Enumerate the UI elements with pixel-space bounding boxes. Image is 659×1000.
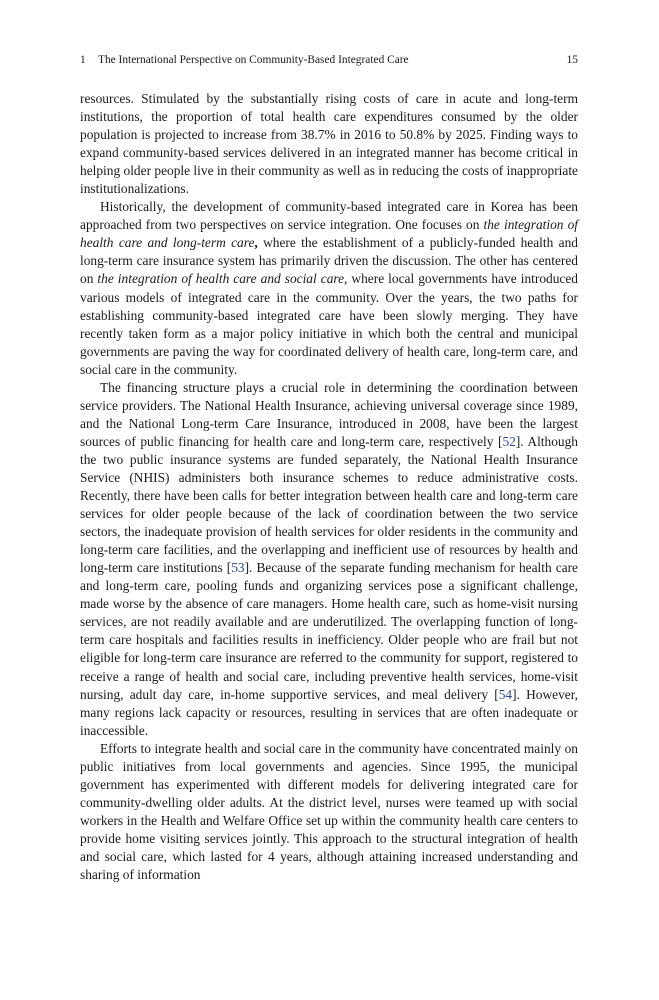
paragraph [80, 198, 578, 378]
text-segment: The financing structure plays a crucial role in determining the coordination between service providers. The National Health Insurance, achieving universal coverage since 1989, and the National Long-term Care Insurance, introduced in 2008, have been the largest sources of public financing for health care and long-term care, respectively [ [80, 379, 578, 449]
text-segment: Efforts to integrate health and social care in the community have concentrated mainly on public initiatives from local governments and agencies. Since 1995, the municipal government has experimented with different models for delivering integrated care for community-dwelling older adults. At the district level, nurses were teamed up with social workers in the Health and Welfare Office set up within the community health care centers to provide home visiting services jointly. This approach to the structural integration of health and social care, which lasted for 4 years, although attaining increased understanding and sharing of information [80, 740, 578, 883]
text-segment: ]. However, many regions lack capacity or resources, resulting in services that are often inadequate or inaccessible. [80, 686, 579, 738]
text-segment: Historically, the development of community-based integrated care in Korea has been approached from two perspectives on service integration. One focuses on [80, 199, 578, 233]
emphasis-text: the integration of health care and long-term care [80, 217, 578, 251]
book-page [80, 0, 578, 1000]
paragraph [80, 379, 578, 740]
bold-comma: , [254, 235, 258, 251]
text-segment: ]. Although the two public insurance systems are funded separately, the National Health Insurance Service (NHIS) administers both insurance schemes to reduce administrative costs. Recently, there have been calls for better integration between health care and long-term care services for older people because of the lack of coordination between the two service sectors, the inadequate provision of health services for older residents in the community and long-term care facilities, and the overlapping and inefficient use of resources by health and long-term care institutions [ [80, 433, 578, 576]
text-segment: resources. Stimulated by the substantially rising costs of care in acute and long-term institutions, the proportion of total health care expenditures consumed by the older population is projected to increase from 38.7% in 2016 to 50.8% by 2025. Finding ways to expand community-based services delivered in an integrated manner has become critical in helping older people live in their community as well as in reducing the costs of inappropriate institutionalizations. [80, 91, 578, 197]
citation-link[interactable]: 52 [502, 433, 516, 449]
page-number: 15 [566, 54, 578, 66]
emphasis-text: the integration of health care and social care [97, 271, 345, 287]
paragraph [80, 740, 578, 884]
citation-link[interactable]: 53 [231, 560, 245, 576]
chapter-number: 1 [80, 54, 86, 66]
text-segment: where the establishment of a publicly-funded health and long-term care insurance system has primarily driven the discussion. The other has centered on [80, 235, 578, 287]
running-header [80, 52, 578, 68]
text-segment: , where local governments have introduced various models of integrated care in the community. Over the years, the two paths for establishing community-based integrated care have been slowly merging. They have recently taken form as a major policy initiative in which both the central and municipal governments are paving the way for coordinated delivery of health care, long-term care, and social care in the community. [80, 271, 578, 377]
body-text [80, 90, 578, 884]
citation-link[interactable]: 54 [498, 686, 513, 702]
chapter-title: The International Perspective on Community-Based Integrated Care [98, 54, 409, 66]
text-segment: ]. Because of the separate funding mechanism for health care and long-term care, pooling funds and organizing services pose a significant challenge, made worse by the absence of care managers. Home health care, such as home-visit nursing services, are not readily available and are underutilized. The overlapping function of long-term care hospitals and facilities results in inefficiency. Older people who are frail but not eligible for long-term care insurance are referred to the community for support, registered to receive a range of health and social care, including preventive health services, home-visit nursing, adult day care, in-home supportive services, and meal delivery [ [80, 560, 578, 702]
paragraph [80, 90, 578, 198]
